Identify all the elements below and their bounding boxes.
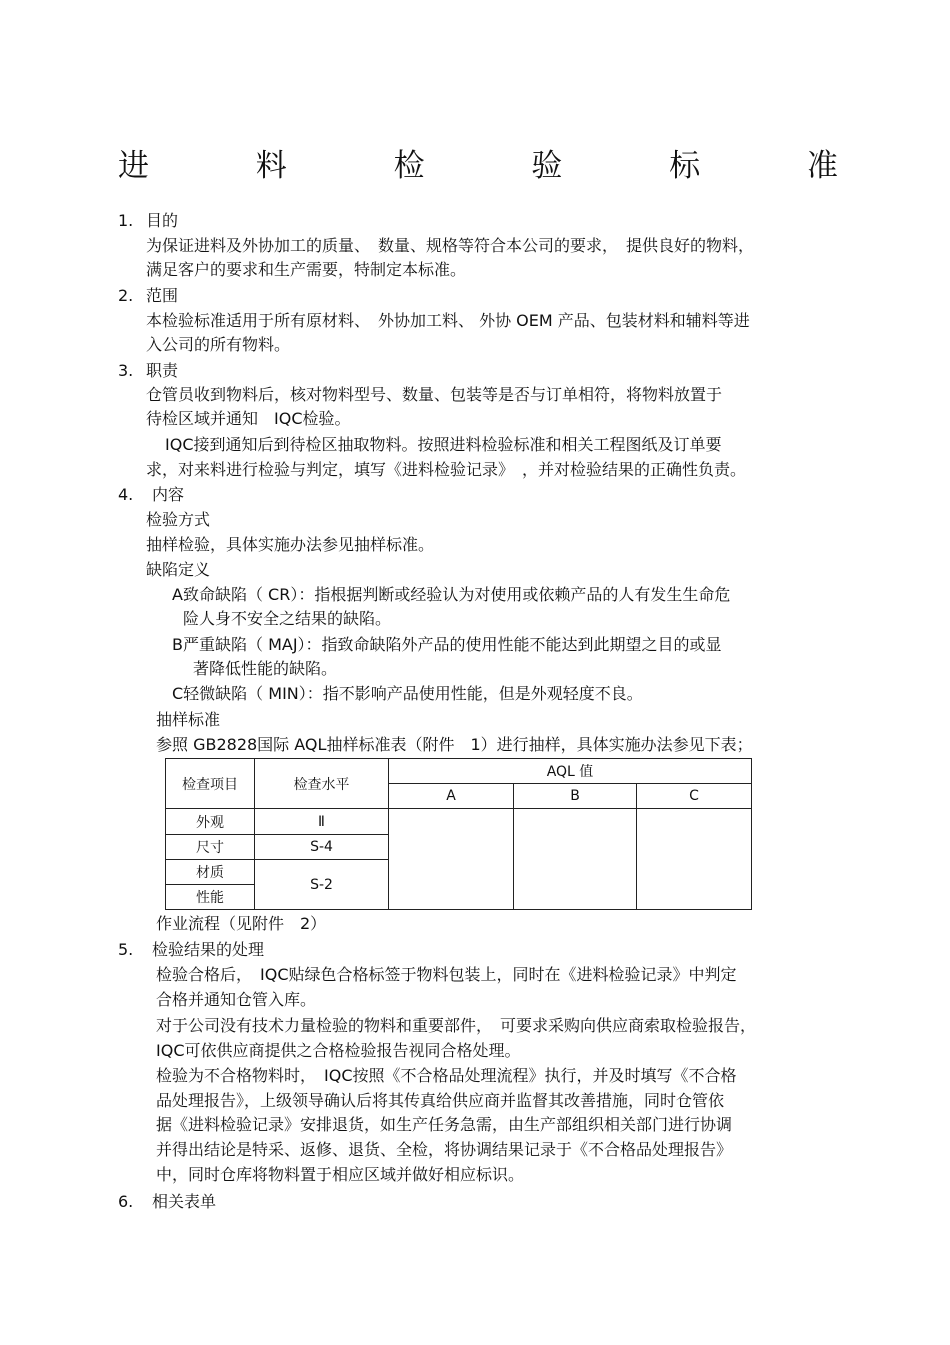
title-char: 检 [393,148,425,184]
row-level: S-4 [255,835,389,860]
subheading: 缺陷定义 [146,560,211,579]
defect-line: B严重缺陷（ MAJ）：指致命缺陷外产品的使用性能不能达到此期望之目的或显 [172,635,722,654]
paragraph-line: IQC可依供应商提供之合格检验报告视同合格处理。 [156,1041,521,1060]
paragraph-line: 满足客户的要求和生产需要，特制定本标准。 [146,260,467,279]
row-item: 外观 [166,809,255,835]
paragraph-line: 合格并通知仓管入库。 [156,990,317,1009]
aql-table [165,758,752,910]
header-level: 检查水平 [255,759,389,809]
title-char: 验 [531,148,563,184]
row-level: S-2 [255,860,389,910]
aql-cell-c [637,809,752,910]
header-b: B [514,784,637,809]
paragraph-line: 参照 GB2828国际 AQL抽样标准表（附件 1）进行抽样，具体实施办法参见下表； [156,735,753,754]
paragraph-line: 检验合格后， IQC贴绿色合格标签于物料包装上，同时在《进料检验记录》中判定 [156,965,737,984]
paragraph-line: 并得出结论是特采、返修、退货、全检，将协调结果记录于《不合格品处理报告》 [156,1140,733,1159]
section-number: 6. [118,1192,134,1211]
title-char: 准 [806,148,838,184]
paragraph-line: 抽样检验，具体实施办法参见抽样标准。 [146,535,435,554]
row-item: 性能 [166,885,255,910]
aql-cell-b [514,809,637,910]
section-number: 1. [118,211,134,230]
section-heading: 检验结果的处理 [152,940,265,959]
paragraph-line: 对于公司没有技术力量检验的物料和重要部件， 可要求采购向供应商索取检验报告， [156,1016,757,1035]
header-item: 检查项目 [166,759,255,809]
header-c: C [637,784,752,809]
paragraph-line: 为保证进料及外协加工的质量、 数量、规格等符合本公司的要求， 提供良好的物料， [146,236,755,255]
paragraph-line: 本检验标准适用于所有原材料、 外协加工料、 外协 OEM 产品、包装材料和辅料等进 [146,311,750,330]
subheading: 检验方式 [146,510,211,529]
paragraph-line: 待检区域并通知 IQC检验。 [146,409,351,428]
defect-line: C轻微缺陷（ MIN）：指不影响产品使用性能，但是外观轻度不良。 [172,684,643,703]
section-number: 3. [118,361,134,380]
row-item: 材质 [166,860,255,885]
row-level: Ⅱ [255,809,389,835]
defect-line: 著降低性能的缺陷。 [193,659,338,678]
aql-cell-a [389,809,514,910]
title-char: 料 [255,148,287,184]
section-heading: 相关表单 [152,1192,217,1211]
section-heading: 职责 [146,361,179,380]
paragraph-line: 求，对来料进行检验与判定，填写《进料检验记录》 ，并对检验结果的正确性负责。 [146,460,747,479]
paragraph-line: 入公司的所有物料。 [146,335,291,354]
paragraph-line: 仓管员收到物料后，核对物料型号、数量、包装等是否与订单相符，将物料放置于 [146,385,723,404]
defect-line: A致命缺陷（ CR）：指根据判断或经验认为对使用或依赖产品的人有发生生命危 [172,585,731,604]
section-number: 4. [118,485,134,504]
section-number: 5. [118,940,134,959]
subheading: 抽样标准 [156,710,221,729]
paragraph-line: 据《进料检验记录》安排退货，如生产任务急需，由生产部组织相关部门进行协调 [156,1115,733,1134]
header-aql: AQL 值 [389,759,752,784]
paragraph-line: 检验为不合格物料时， IQC按照《不合格品处理流程》执行，并及时填写《不合格 [156,1066,737,1085]
row-item: 尺寸 [166,835,255,860]
paragraph-line: IQC接到通知后到待检区抽取物料。按照进料检验标准和相关工程图纸及订单要 [165,435,722,454]
document-title [118,146,838,186]
paragraph-line: 品处理报告》，上级领导确认后将其传真给供应商并监督其改善措施，同时仓管依 [156,1091,725,1110]
title-char: 进 [118,148,149,184]
defect-line: 险人身不安全之结果的缺陷。 [183,609,392,628]
header-a: A [389,784,514,809]
section-heading: 内容 [152,485,185,504]
section-heading: 范围 [146,286,179,305]
section-heading: 目的 [146,211,179,230]
paragraph-line: 中，同时仓库将物料置于相应区域并做好相应标识。 [156,1165,525,1184]
section-number: 2. [118,286,134,305]
paragraph-line: 作业流程（见附件 2） [156,914,327,933]
title-char: 标 [669,148,701,184]
